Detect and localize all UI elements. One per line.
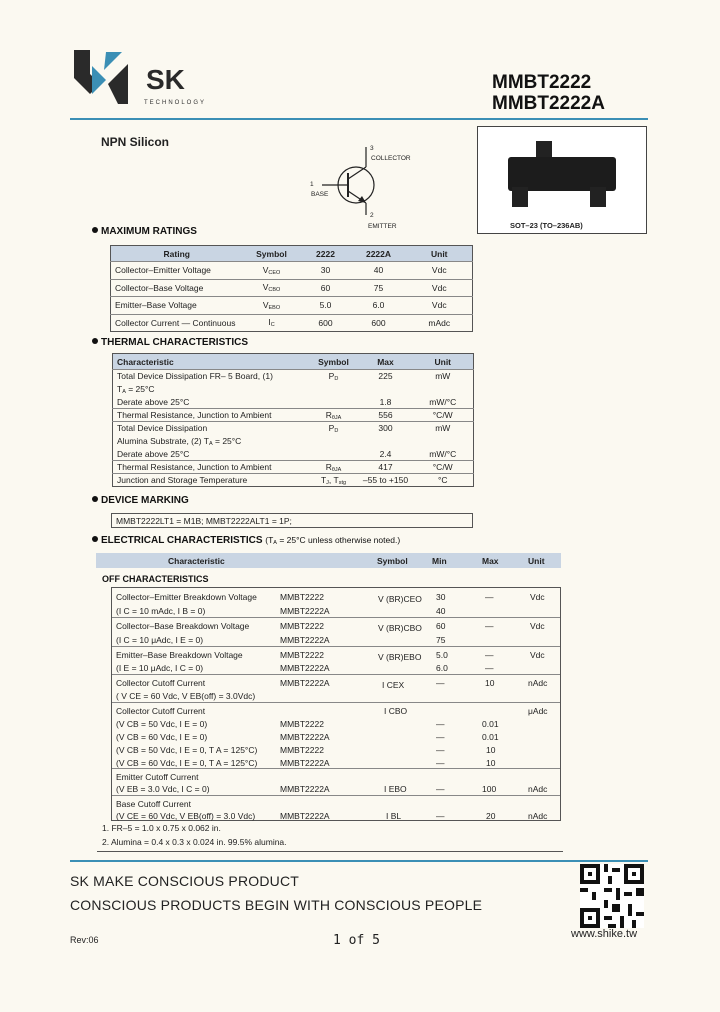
unit-cell: °C	[413, 474, 474, 487]
cond-cell: (I C = 10 mAdc, I B = 0)	[116, 606, 206, 616]
value-cell: 600	[301, 314, 351, 332]
note-1: 1. FR–5 = 1.0 x 0.75 x 0.062 in.	[102, 823, 221, 833]
marking-title-text: DEVICE MARKING	[101, 495, 189, 506]
max-cell: 10	[486, 745, 496, 755]
symbol-cell: I CEX	[382, 680, 405, 690]
symbol-cell: $V_{CBO}$	[243, 279, 301, 297]
device-cell: MMBT2222	[280, 745, 324, 755]
max-cell: —	[485, 663, 494, 673]
unit-cell: Vdc	[530, 621, 545, 631]
col-2222a: 2222A	[351, 246, 407, 262]
unit-cell: mW/°C	[429, 396, 457, 407]
unit-cell: Vdc	[407, 297, 473, 315]
device-cell: MMBT2222A	[280, 606, 330, 616]
char-cell: Emitter Cutoff Current	[116, 772, 199, 782]
table-row	[113, 409, 474, 422]
symbol-cell: $I_C$	[243, 314, 301, 332]
min-cell: —	[436, 678, 445, 688]
cond-cell: (I E = 10 μAdc, I C = 0)	[116, 663, 204, 673]
table-row	[112, 588, 560, 617]
table-row	[113, 396, 474, 409]
pin2-label: 2	[370, 212, 374, 219]
unit-cell: μAdc	[528, 706, 548, 716]
unit-cell: mW	[413, 370, 474, 383]
page-number: 1 of 5	[333, 933, 380, 948]
symbol-cell: $R_{\theta JA}$	[309, 461, 359, 474]
value-cell: 75	[351, 279, 407, 297]
symbol-cell: $P_D$	[309, 370, 359, 383]
footer-divider	[70, 860, 648, 862]
char-cell: Junction and Storage Temperature	[113, 474, 309, 487]
char-cell: Derate above 25°C	[117, 448, 190, 459]
value-cell: 60	[301, 279, 351, 297]
symbol-cell: $R_{\theta JA}$	[309, 409, 359, 422]
unit-cell: mW	[413, 422, 474, 435]
value-cell: 600	[351, 314, 407, 332]
device-cell: MMBT2222A	[280, 678, 330, 688]
char-cell: Collector Cutoff Current	[116, 678, 206, 688]
company-logo	[70, 44, 210, 110]
unit-cell: Vdc	[407, 279, 473, 297]
symbol-cell: V (BR)CEO	[378, 594, 422, 604]
cond-cell: (V CB = 60 Vdc, I E = 0)	[116, 732, 208, 742]
rating-cell: Collector–Emitter Voltage	[111, 262, 243, 280]
value-cell: 30	[301, 262, 351, 280]
unit-cell: Vdc	[407, 262, 473, 280]
table-row	[112, 795, 560, 821]
unit-cell: Vdc	[530, 650, 545, 660]
col-characteristic: Characteristic	[113, 354, 309, 370]
notes-divider	[97, 851, 563, 852]
unit-cell: mAdc	[407, 314, 473, 332]
unit-cell: nAdc	[528, 784, 548, 794]
logo-text: SK	[146, 64, 185, 95]
logo-subtitle: TECHNOLOGY	[144, 100, 207, 106]
max-cell: 20	[486, 811, 496, 821]
value-cell: 5.0	[301, 297, 351, 315]
value-cell: 6.0	[351, 297, 407, 315]
max-cell: 417	[359, 461, 413, 474]
electrical-header-bar	[96, 553, 561, 568]
table-row	[113, 448, 474, 461]
device-cell: MMBT2222A	[280, 811, 330, 821]
electrical-title	[92, 535, 400, 546]
col-unit: Unit	[528, 556, 545, 566]
table-row	[111, 262, 473, 280]
char-cell: Total Device Dissipation	[113, 422, 309, 435]
max-cell: 300	[359, 422, 413, 435]
device-cell: MMBT2222A	[280, 635, 330, 645]
marking-box: MMBT2222LT1 = M1B; MMBT2222ALT1 = 1P;	[111, 513, 473, 528]
table-row	[113, 461, 474, 474]
min-cell: 75	[436, 635, 446, 645]
char-cell: Collector–Emitter Breakdown Voltage	[116, 592, 257, 602]
qr-code	[580, 864, 644, 928]
max-cell: —	[485, 650, 494, 660]
table-row	[113, 370, 474, 383]
char-cell: Alumina Substrate, (2) $T_A = 25^\circ C$	[117, 435, 242, 447]
max-cell: 225	[359, 370, 413, 383]
cond-cell: (V CE = 60 Vdc, V EB(off) = 3.0 Vdc)	[116, 811, 256, 821]
symbol-cell: $V_{EBO}$	[243, 297, 301, 315]
table-row	[113, 474, 474, 487]
device-cell: MMBT2222	[280, 719, 324, 729]
table-row	[112, 617, 560, 646]
min-cell: 6.0	[436, 663, 448, 673]
char-cell: $T_A = 25^\circ C$	[117, 383, 155, 395]
col-characteristic: Characteristic	[168, 556, 225, 566]
table-row	[111, 279, 473, 297]
electrical-table	[111, 587, 561, 821]
thermal-title	[92, 337, 248, 348]
table-row	[112, 768, 560, 795]
col-symbol: Symbol	[309, 354, 359, 370]
electrical-note: ($T_A = 25^\circ C$ unless otherwise noted.)	[265, 535, 401, 546]
unit-cell: nAdc	[528, 811, 548, 821]
rating-cell: Collector Current — Continuous	[111, 314, 243, 332]
device-cell: MMBT2222A	[280, 663, 330, 673]
device-cell: MMBT2222A	[280, 784, 330, 794]
device-cell: MMBT2222	[280, 621, 324, 631]
col-symbol: Symbol	[377, 556, 408, 566]
char-cell: Total Device Dissipation FR– 5 Board, (1)	[113, 370, 309, 383]
unit-cell: °C/W	[413, 409, 474, 422]
min-cell: —	[436, 758, 445, 768]
col-max: Max	[359, 354, 413, 370]
max-cell: —	[485, 621, 494, 631]
symbol-cell: V (BR)CBO	[378, 623, 422, 633]
min-cell: 40	[436, 606, 446, 616]
symbol-cell: $V_{CEO}$	[243, 262, 301, 280]
package-label: SOT–23 (TO–236AB)	[510, 221, 583, 230]
qr-code-icon	[580, 864, 644, 928]
value-cell: 40	[351, 262, 407, 280]
unit-cell: °C/W	[413, 461, 474, 474]
col-2222: 2222	[301, 246, 351, 262]
max-ratings-title-text: MAXIMUM RATINGS	[101, 226, 197, 237]
device-cell: MMBT2222	[280, 650, 324, 660]
footer-slogan-2: CONSCIOUS PRODUCTS BEGIN WITH CONSCIOUS PEOPLE	[70, 897, 483, 913]
min-cell: —	[436, 811, 445, 821]
device-cell: MMBT2222	[280, 592, 324, 602]
table-row	[111, 314, 473, 332]
collector-label: COLLECTOR	[371, 155, 411, 162]
max-cell: 556	[359, 409, 413, 422]
table-row	[112, 646, 560, 674]
cond-cell: (V CB = 60 Vdc, I E = 0, T A = 125°C)	[116, 758, 258, 768]
marking-title	[92, 495, 189, 506]
thermal-table	[112, 353, 474, 487]
table-row	[113, 422, 474, 435]
device-cell: MMBT2222A	[280, 758, 330, 768]
max-cell: 10	[486, 758, 496, 768]
sk-logo-mark	[70, 44, 130, 108]
char-cell: Thermal Resistance, Junction to Ambient	[113, 461, 309, 474]
min-cell: —	[436, 784, 445, 794]
col-rating: Rating	[111, 246, 243, 262]
cond-cell: (V CB = 50 Vdc, I E = 0, T A = 125°C)	[116, 745, 258, 755]
header-divider	[70, 118, 648, 120]
footer-slogan-1: SK MAKE CONSCIOUS PRODUCT	[70, 873, 300, 889]
base-label: BASE	[311, 191, 329, 198]
package-box	[477, 126, 647, 234]
rating-cell: Emitter–Base Voltage	[111, 297, 243, 315]
unit-cell: mW/°C	[429, 448, 457, 459]
sot23-package-icon	[478, 127, 646, 217]
min-cell: —	[436, 732, 445, 742]
min-cell: 30	[436, 592, 446, 602]
device-cell: MMBT2222A	[280, 732, 330, 742]
pin3-label: 3	[370, 145, 374, 152]
max-cell: –55 to +150	[359, 474, 413, 487]
char-cell: Thermal Resistance, Junction to Ambient	[113, 409, 309, 422]
part-number-2: MMBT2222A	[492, 93, 605, 114]
max-ratings-table	[110, 245, 473, 332]
max-cell: 0.01	[482, 732, 499, 742]
npn-label: NPN Silicon	[101, 135, 170, 149]
cond-cell: (V CB = 50 Vdc, I E = 0)	[116, 719, 208, 729]
unit-cell: nAdc	[528, 678, 548, 688]
rating-cell: Collector–Base Voltage	[111, 279, 243, 297]
max-cell: —	[485, 592, 494, 602]
char-cell: Derate above 25°C	[117, 396, 190, 407]
col-unit: Unit	[413, 354, 474, 370]
char-cell: Collector Cutoff Current	[116, 706, 206, 716]
char-cell: Collector–Base Breakdown Voltage	[116, 621, 250, 631]
symbol-cell: V (BR)EBO	[378, 652, 422, 662]
electrical-title-text: ELECTRICAL CHARACTERISTICS	[101, 535, 263, 546]
emitter-label: EMITTER	[368, 223, 397, 230]
table-row	[113, 435, 474, 448]
col-min: Min	[432, 556, 447, 566]
min-cell: 60	[436, 621, 446, 631]
table-row	[112, 702, 560, 768]
char-cell: Emitter–Base Breakdown Voltage	[116, 650, 243, 660]
max-cell: 0.01	[482, 719, 499, 729]
cond-cell: (V EB = 3.0 Vdc, I C = 0)	[116, 784, 210, 794]
max-cell: 100	[482, 784, 497, 794]
unit-cell: Vdc	[530, 592, 545, 602]
min-cell: —	[436, 719, 445, 729]
symbol-cell: $P_D$	[309, 422, 359, 435]
symbol-cell: I BL	[386, 811, 402, 821]
table-row	[112, 674, 560, 702]
char-cell: Base Cutoff Current	[116, 799, 191, 809]
col-unit: Unit	[407, 246, 473, 262]
revision: Rev:06	[70, 935, 99, 945]
cond-cell: ( V CE = 60 Vdc, V EB(off) = 3.0Vdc)	[116, 691, 256, 701]
table-row	[113, 383, 474, 396]
thermal-title-text: THERMAL CHARACTERISTICS	[101, 337, 249, 348]
max-cell: 10	[485, 678, 495, 688]
symbol-cell: I EBO	[384, 784, 407, 794]
col-symbol: Symbol	[243, 246, 301, 262]
max-cell: 2.4	[379, 448, 392, 459]
symbol-cell: $T_J$, $T_{stg}$	[309, 474, 359, 487]
max-ratings-title	[92, 226, 197, 237]
pin1-label: 1	[310, 181, 314, 188]
cond-cell: (I C = 10 μAdc, I E = 0)	[116, 635, 204, 645]
col-max: Max	[482, 556, 499, 566]
note-2: 2. Alumina = 0.4 x 0.3 x 0.024 in. 99.5% alumina.	[102, 837, 287, 847]
max-cell: 1.8	[379, 396, 392, 407]
website-link[interactable]: www.shike.tw	[571, 928, 638, 940]
part-number-1: MMBT2222	[492, 72, 592, 93]
min-cell: —	[436, 745, 445, 755]
symbol-cell: I CBO	[384, 706, 408, 716]
table-row	[111, 297, 473, 315]
min-cell: 5.0	[436, 650, 448, 660]
off-characteristics-title: OFF CHARACTERISTICS	[102, 574, 209, 584]
